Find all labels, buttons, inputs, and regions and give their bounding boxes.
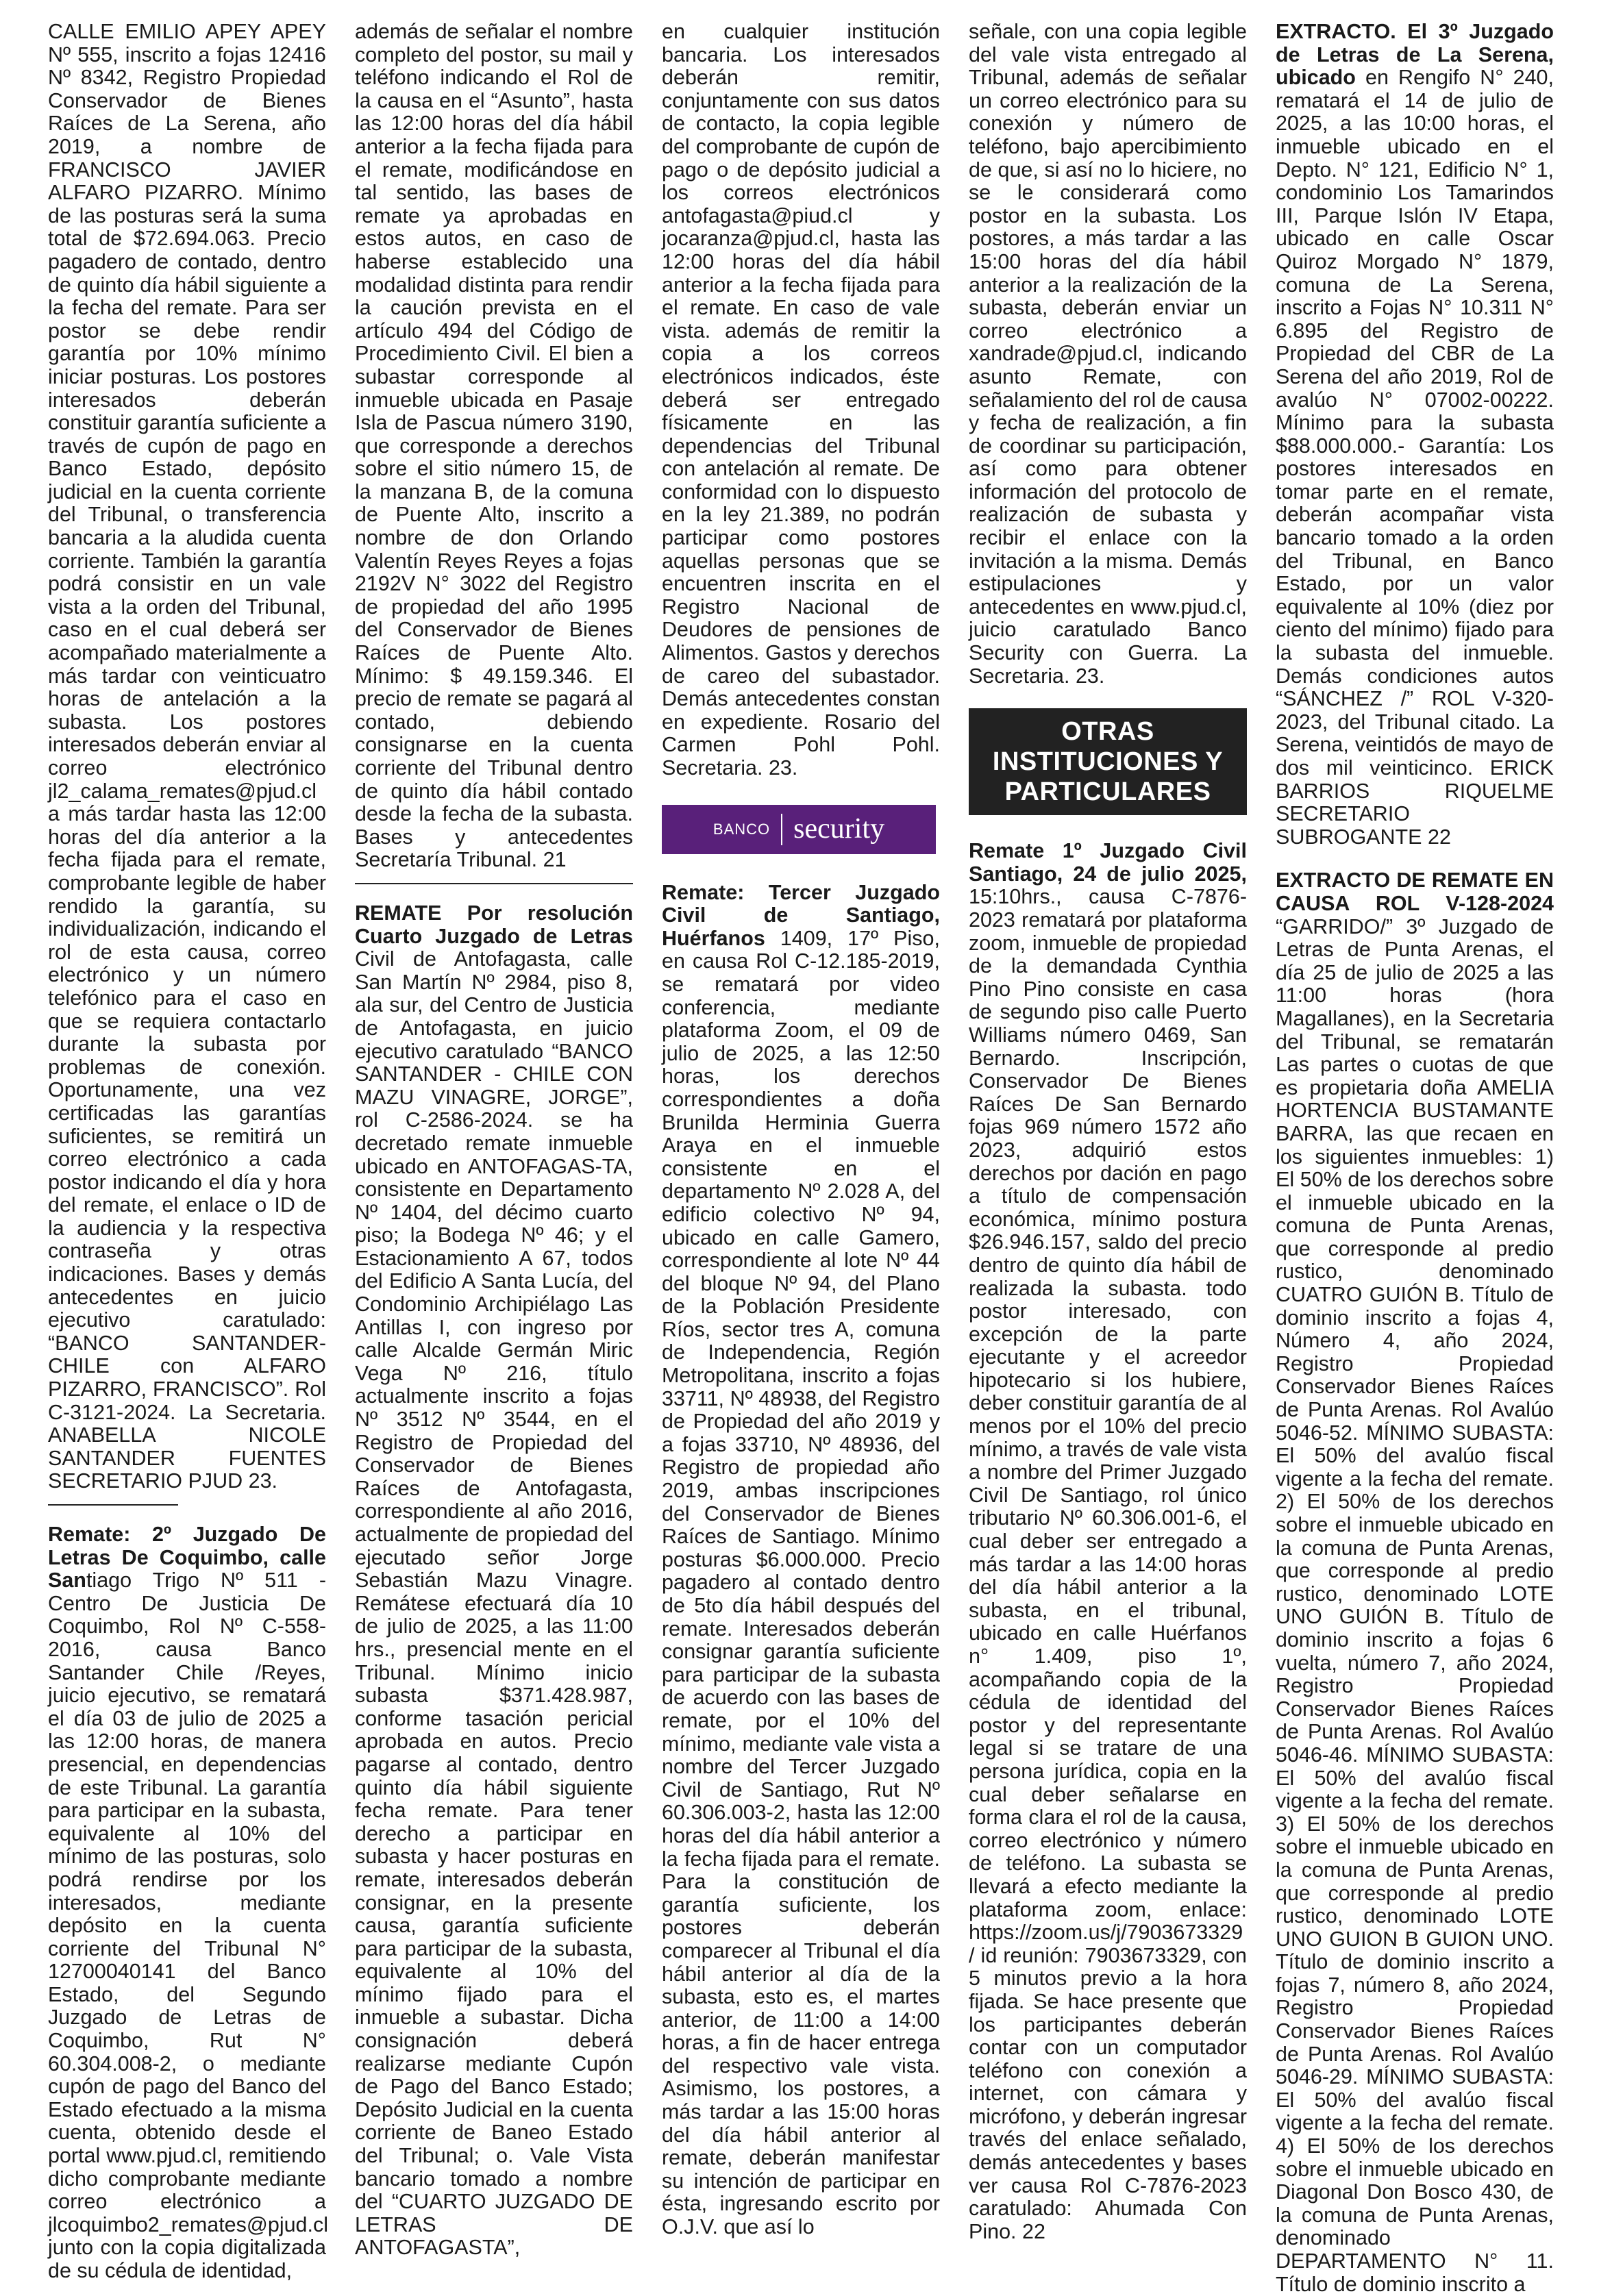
notice-body: “GARRIDO/” 3º Juzgado de Letras de Punta Arenas, el día 25 de julio de 2025 a las 11:00 horas (hora Magallanes), en la Secretaria del Tribunal, se rematarán Las partes o cuotas de que es propietaria doña AMELIA HORTENCIA BUSTAMANTE BARRA, las que recaen en los siguientes inmuebles: 1) El 50% de los derechos sobre el inmueble ubicado en la comuna de Punta Arenas, que corresponde al predio rustico, denominado CUATRO GUIÓN B. Título de dominio inscrito a fojas 4, Número 4, año 2024, Registro Propiedad Conservador Bienes Raíces de Punta Arenas. Rol Avalúo 5046-52. MÍNIMO SUBASTA: El 50% del avalúo fiscal vigente a la fecha del remate. 2) El 50% de los derechos sobre el inmueble ubicado en la comuna de Punta Arenas, que corresponde al predio rustico, denominado LOTE UNO GUIÓN B. Título de dominio inscrito a fojas 6 vuelta, número 7, año 2024, Registro Propiedad Conservador Bienes Raíces de Punta Arenas. Rol Avalúo 5046-46. MÍNIMO SUBASTA: El 50% del avalúo fiscal vigente a la fecha del remate. 3) El 50% de los derechos sobre el inmueble ubicado en la comuna de Punta Arenas, que corresponde al predio rustico, denominado LOTE UNO GUION B GUION UNO. Título de dominio inscrito a fojas 7, número 8, año 2024, Registro Propiedad Conservador Bienes Raíces de Punta Arenas. Rol Avalúo 5046-29. MÍNIMO SUBASTA: El 50% del avalúo fiscal vigente a la fecha del remate. 4) El 50% de los derechos sobre el inmueble ubicado en Diagonal Don Bosco 430, de la comuna de Punta Arenas, denominado DEPARTAMENTO N° 11. Título de dominio inscrito a xyxy=(1276,914,1554,2296)
notice-body: en Rengifo N° 240, rematará el 14 de julio de 2025, a las 10:00 horas, el inmueble ubicado en el Depto. N° 121, Edificio N° 1, condominio Los Tamarindos III, Parque Islón IV Etapa, ubicado en calle Oscar Quiroz Morgado N° 1879, comuna de La Serena, inscrito a Fojas N° 10.311 N° 6.895 del Registro de Propiedad del CBR de La Serena del año 2019, Rol de avalúo N° 07002-00222. Mínimo para la subasta $88.000.000.- Garantía: Los postores interesados en tomar parte en el remate, deberán acompañar vista bancario tomado a la orden del Tribunal, en Banco Estado, por un valor equivalente al 10% (diez por ciento del mínimo) fijado para la subasta del inmueble. Demás condiciones autos “SÁNCHEZ /” ROL V-320-2023, del Tribunal citado. La Serena, veintidós de mayo de dos mil veinticinco. ERICK BARRIOS RIQUELME SECRETARIO SUBROGANTE 22 xyxy=(1276,66,1554,849)
column-3 xyxy=(662,20,940,2239)
notice-heading: Remate: Tercer Juzgado Civil de Santiago, Huérfanos xyxy=(662,880,940,950)
logo-security-text: security xyxy=(793,812,885,845)
notice-santiago-guerra xyxy=(662,882,940,2239)
notice-santiago-pino xyxy=(969,840,1247,2243)
notice-heading: Remate 1º Juzgado Civil Santiago, 24 de julio 2025, xyxy=(969,839,1247,886)
notice-body: CALLE EMILIO APEY APEY Nº 555, inscrito a fojas 12416 Nº 8342, Registro Propiedad Conservador de Bienes Raíces de La Serena, año 2019, a nombre de FRANCISCO JAVIER ALFARO PIZARRO. Mínimo de las posturas será la suma total de $72.694.063. Precio pagadero de contado, dentro de quinto día hábil siguiente a la fecha del remate. Para ser postor se debe rendir garantía por 10% mínimo iniciar posturas. Los postores interesados deberán constituir garantía suficiente a través de cupón de pago en Banco Estado, depósito judicial en la cuenta corriente del Tribunal, o transferencia bancaria a la aludida cuenta corriente. También la garantía podrá consistir en un vale vista a la orden del Tribunal, caso en el cual deberá ser acompañado materialmente a más tardar con veinticuatro horas de antelación a la subasta. Los postores interesados deberán enviar al correo electrónico jl2_calama_remates@pjud.cl a más tardar hasta las 12:00 horas del día anterior a la fecha fijada para el remate, comprobante legible de haber rendido la garantía, su individualización, indicando el rol de esta causa, correo electrónico y un número telefónico para el caso en que se requiera contactarlo durante la subasta por problemas de conexión. Oportunamente, una vez certificadas las garantías suficientes, se remitirá un correo electrónico a cada postor indicando el día y hora del remate, el enlace o ID de la audiencia y la respectiva contraseña y otras indicaciones. Bases y demás antecedentes en juicio ejecutivo caratulado: “BANCO SANTANDER- CHILE con ALFARO PIZARRO, FRANCISCO”. Rol C-3121-2024. La Secretaria. ANABELLA NICOLE SANTANDER FUENTES SECRETARIO PJUD 23. xyxy=(48,20,326,1493)
separator-rule xyxy=(48,1504,178,1506)
notice-heading: Remate: 2º Juzgado De Letras De Coquimbo, calle San xyxy=(48,1523,326,1593)
notice-heading: EXTRACTO DE REMATE EN CAUSA ROL V-128-2024 xyxy=(1276,869,1554,915)
notice-body: Civil de Antofagasta, calle San Martín Nº 2984, piso 8, ala sur, del Centro de Justicia de Antofagasta, en juicio ejecutivo caratulado “BANCO SANTANDER - CHILE CON MAZU VINAGRE, JORGE”, rol C-2586-2024. se ha decretado remate inmueble ubicado en ANTOFAGAS-TA, consistente en Departamento Nº 1404, del décimo cuarto piso; la Bodega Nº 46; y el Estacionamiento A 67, todos del Edificio A Santa Lucía, del Condominio Archipiélago Las Antillas I, con ingreso por calle Alcalde Germán Miric Vega Nº 216, título actualmente inscrito a fojas Nº 3512 Nº 3544, en el Registro de Propiedad del Conservador de Bienes Raíces de Antofagasta, correspondiente al año 2016, actualmente de propiedad del ejecutado señor Jorge Sebastián Mazu Vinagre. Remátese efectuará día 10 de julio de 2025, a las 11:00 hrs., presencial mente en el Tribunal. Mínimo inicio subasta $371.428.987, conforme tasación pericial aprobada en autos. Precio pagarse al contado, dentro quinto día hábil siguiente fecha remate. Para tener derecho a participar en subasta y hacer posturas en remate, interesados deberán consignar, en la presente causa, garantía suficiente para participar de la subasta, equivalente al 10% del mínimo fijado para el inmueble a subastar. Dicha consignación deberá realizarse mediante Cupón de Pago del Banco Estado; Depósito Judicial en la cuenta corriente de Baneo Estado del Tribunal; o. Vale Vista bancario tomado a nombre del “CUARTO JUZGADO DE LETRAS DE ANTOFAGASTA”, xyxy=(355,947,633,2260)
notice-body: 15:10hrs., causa C-7876-2023 rematará por plataforma zoom, inmueble de propiedad de la demandada Cynthia Pino Pino consiste en casa de segundo piso calle Puerto Williams número 0469, San Bernardo. Inscripción, Conservador De Bienes Raíces De San Bernardo fojas 969 número 1572 año 2023, adquirió estos derechos por dación en pago a título de compensación económica, mínimo postura $26.946.157, saldo del precio dentro de quinto día hábil de realizada la subasta. todo postor interesado, con excepción de la parte ejecutante y el acreedor hipotecario si los hubiere, deber constituir garantía de al menos por el 10% del precio mínimo, a través de vale vista a nombre del Primer Juzgado Civil De Santiago, rol único tributario Nº 60.306.001-6, el cual deber ser entregado a más tardar a las 14:00 horas del día hábil anterior a la subasta, en el tribunal, ubicado en calle Huérfanos n° 1.409, piso 1º, acompañando copia de la cédula de identidad del postor y del representante legal si se tratare de una persona jurídica, copia en la cual deber señalarse en forma clara el rol de la causa, correo electrónico y número de teléfono. La subasta se llevará a efecto mediante la plataforma zoom, enlace: https://zoom.us/j/7903673329 / id reunión: 7903673329, con 5 minutos previo a la hora fijada. Se hace presente que los participantes deberán contar con un computador teléfono con conexión a internet, con cámara y micrófono, y deberán ingresar través del enlace señalado, demás antecedentes y bases ver causa Rol C-7876-2023 caratulado: Ahumada Con Pino. 22 xyxy=(969,885,1247,2243)
notice-body: tiago Trigo Nº 511 - Centro De Justicia De Coquimbo, Rol Nº C-558-2016, causa Banco Santander Chile /Reyes, juicio ejecutivo, se rematará el día 03 de julio de 2025 a las 12:00 horas, de manera presencial, en dependencias de este Tribunal. La garantía para participar en la subasta, equivalente al 10% del mínimo de las posturas, solo podrá rendirse por los interesados, mediante depósito en la cuenta corriente del Tribunal N° 12700040141 del Banco Estado, del Segundo Juzgado de Letras de Coquimbo, Rut N° 60.304.008-2, o mediante cupón de pago del Banco del Estado efectuado a la misma cuenta, obtenido desde el portal www.pjud.cl, remitiendo dicho comprobante mediante correo electrónico a jlcoquimbo2_remates@pjud.cl junto con la copia digitalizada de su cédula de identidad, xyxy=(48,1569,329,2282)
notice-heading: EXTRACTO. El 3º Juzgado de Letras de La Serena, ubicado xyxy=(1276,20,1554,90)
notice-body: en cualquier institución bancaria. Los interesados deberán remitir, conjuntamente con sus datos de contacto, la copia legible del comprobante de cupón de pago o de depósito judicial a los correos electrónicos antofagasta@piud.cl y jocaranza@pjud.cl, hasta las 12:00 horas del día hábil anterior a la fecha fijada para el remate. En caso de vale vista. además de remitir la copia a los correos electrónicos indicados, éste deberá ser entregado físicamente en las dependencias del Tribunal con antelación al remate. De conformidad con lo dispuesto en la ley 21.389, no podrán participar como postores aquellas personas que se encuentren inscrita en el Registro Nacional de Deudores de pensiones de Alimentos. Gastos y derechos de careo del subastador. Demás antecedentes constan en expediente. Rosario del Carmen Pohl Pohl. Secretaria. 23. xyxy=(662,20,940,779)
logo-divider xyxy=(781,814,782,845)
notice-antofagasta-continued xyxy=(662,21,940,780)
notice-coquimbo-continued xyxy=(355,21,633,872)
notice-calama-alfaro xyxy=(48,21,326,1493)
separator-rule xyxy=(355,883,633,884)
column-4 xyxy=(969,20,1247,2243)
banco-security-logo xyxy=(662,805,936,854)
notice-la-serena-sanchez xyxy=(1276,21,1554,849)
notice-heading: REMATE Por resolución Cuarto Juzgado de Letras xyxy=(355,901,633,948)
notice-body: además de señalar el nombre completo del postor, su mail y teléfono indicando el Rol de la causa en el “Asunto”, hasta las 12:00 horas del día hábil anterior a la fecha fijada para el remate, modificándose en tal sentido, las bases de remate ya aprobadas en estos autos, en caso de haberse establecido una modalidad distinta para rendir la caución prevista en el artículo 494 del Código de Procedimiento Civil. El bien a subastar corresponde al inmueble ubicada en Pasaje Isla de Pascua número 3190, que corresponde a derechos sobre el sitio número 15, de la manzana B, de la comuna de Puente Alto, inscrito a nombre de don Orlando Valentín Reyes Reyes a fojas 2192V N° 3022 del Registro de propiedad del año 1995 del Conservador de Bienes Raíces de Puente Alto. Mínimo: $ 49.159.346. El precio de remate se pagará al contado, debiendo consignarse en la cuenta corriente del Tribunal dentro de quinto día hábil contado desde la fecha de la subasta. Bases y antecedentes Secretaría Tribunal. 21 xyxy=(355,20,633,872)
notice-coquimbo-reyes xyxy=(48,1523,329,2283)
notice-punta-arenas-garrido xyxy=(1276,869,1554,2296)
logo-banco-text: BANCO xyxy=(712,820,771,838)
notice-body: señale, con una copia legible del vale vista entregado al Tribunal, además de señalar un correo electrónico para su conexión y número de teléfono, bajo apercibimiento de que, si así no lo hiciere, no se le considerará como postor en la subasta. Los postores, a más tardar a las 15:00 horas del día hábil anterior a la realización de la subasta, deberán enviar un correo electrónico a xandrade@pjud.cl, indicando asunto Remate, con señalamiento del rol de causa y fecha de realización, a fin de coordinar su participación, así como para obtener información del protocolo de realización de subasta y recibir el enlace con la invitación a la misma. Demás estipulaciones y antecedentes en www.pjud.cl, juicio caratulado Banco Security con Guerra. La Secretaria. 23. xyxy=(969,20,1247,688)
column-1 xyxy=(48,20,329,2282)
spacer xyxy=(1276,849,1554,869)
column-2 xyxy=(355,20,633,2260)
newspaper-page xyxy=(48,20,1555,2296)
notice-santiago-continued xyxy=(969,21,1247,688)
notice-antofagasta-mazu xyxy=(355,902,633,2260)
column-5 xyxy=(1276,20,1554,2296)
section-banner-otras-instituciones: OTRAS INSTITUCIONES Y PARTICULARES xyxy=(969,708,1247,815)
notice-body: 1409, 17º Piso, en causa Rol C-12.185-2019, se rematará por video conferencia, mediante plataforma Zoom, el 09 de julio de 2025, a las 12:50 horas, los derechos correspondientes a doña Brunilda Herminia Guerra Araya en el inmueble consistente en el departamento Nº 2.028 A, del edificio colectivo Nº 94, ubicado en calle Gamero, correspondiente al lote Nº 44 del bloque Nº 94, del Plano de la Población Presidente Ríos, sector tres A, comuna de Independencia, Región Metropolitana, inscrito a fojas 33711, Nº 48938, del Registro de Propiedad del año 2019 y a fojas 33710, Nº 48936, del Registro de propiedad año 2019, ambas inscripciones del Conservador de Bienes Raíces de Santiago. Mínimo posturas $6.000.000. Precio pagadero al contado dentro de 5to día hábil después del remate. Interesados deberán consignar garantía suficiente para participar de la subasta de acuerdo con las bases de remate, por el 10% del mínimo, mediante vale vista a nombre del Tercer Juzgado Civil de Santiago, Rut Nº 60.306.003-2, hasta las 12:00 horas del día hábil anterior a la fecha fijada para el remate. Para la constitución de garantía suficiente, los postores deberán comparecer al Tribunal el día hábil anterior al día de la subasta, esto es, el martes anterior, de 11:00 a 14:00 horas, a fin de hacer entrega del respectivo vale vista. Asimismo, los postores, a más tardar a las 15:00 horas del día hábil anterior al remate, deberán manifestar su intención de participar en ésta, ingresando escrito por O.J.V. que así lo xyxy=(662,926,940,2239)
